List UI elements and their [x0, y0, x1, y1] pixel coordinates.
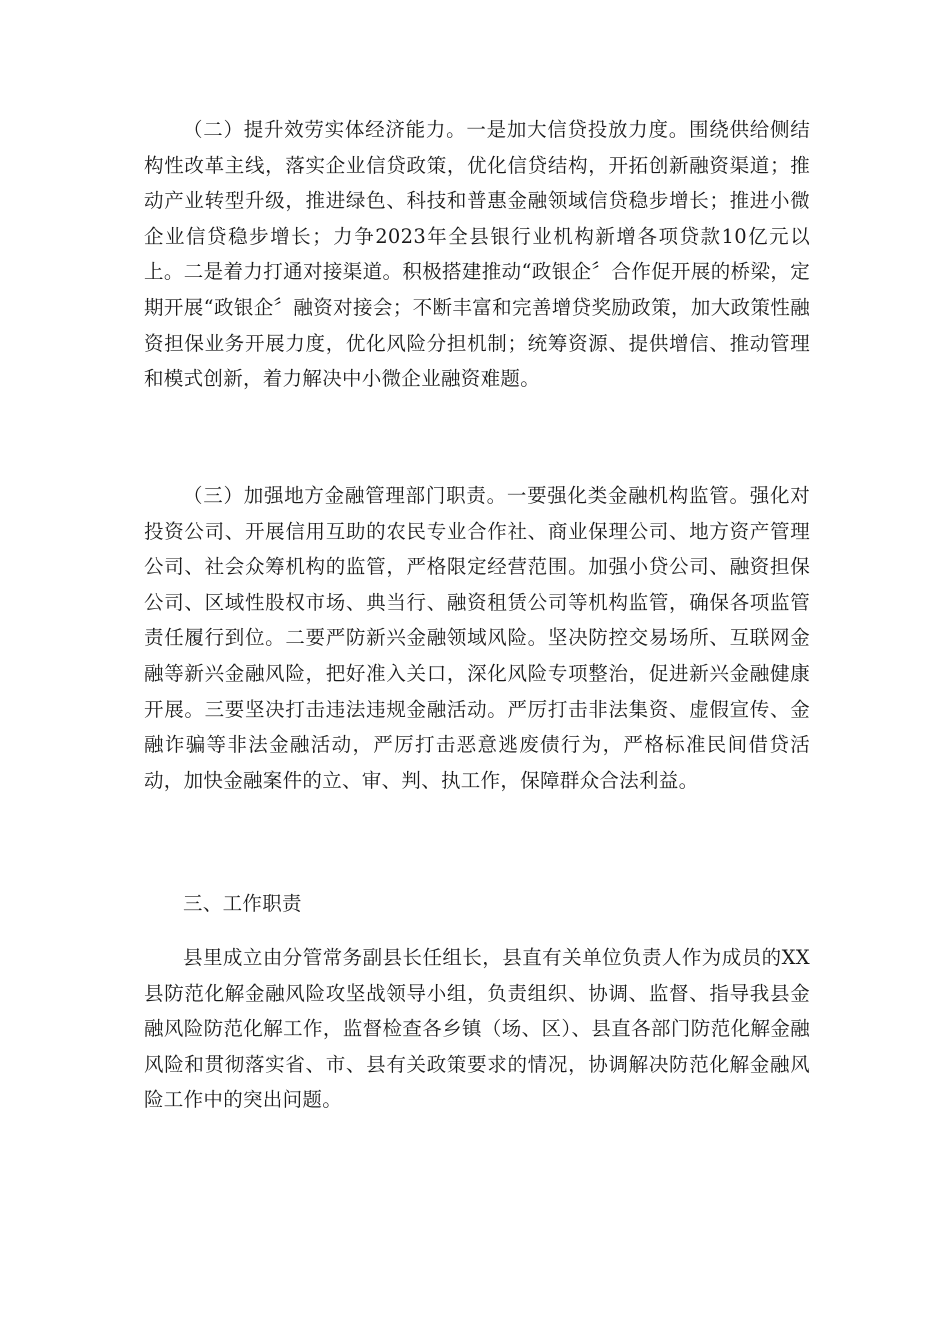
paragraph-leading-group: 县里成立由分管常务副县长任组长，县直有关单位负责人作为成员的XX县防范化解金融风险攻坚战领导小组，负责组织、协调、监督、指导我县金融风险防范化解工作，监督检查各乡镇（场、区）、县直各部门防范化解金融风险和贯彻落实省、市、县有关政策要求的情况，协调解决防范化解金融风险工作中的突出问题。: [144, 946, 810, 1112]
paragraph-credit-support: （二）提升效劳实体经济能力。一是加大信贷投放力度。围绕供给侧结构性改革主线，落实企业信贷政策，优化信贷结构，开拓创新融资渠道；推动产业转型升级，推进绿色、科技和普惠金融领域信贷稳步增长；推进小微企业信贷稳步增长；力争2023年全县银行业机构新增各项贷款10亿元以上。二是着力打通对接渠道。积极搭建推动“政银企〞合作促开展的桥梁，定期开展“政银企〞融资对接会；不断丰富和完善增贷奖励政策，加大政策性融资担保业务开展力度，优化风险分担机制；统筹资源、提供增信、推动管理和模式创新，着力解决中小微企业融资难题。: [144, 118, 810, 391]
paragraph-financial-supervision: （三）加强地方金融管理部门职责。一要强化类金融机构监管。强化对投资公司、开展信用互助的农民专业合作社、商业保理公司、地方资产管理公司、社会众筹机构的监管，严格限定经营范围。加强小贷公司、融资担保公司、区域性股权市场、典当行、融资租赁公司等机构监管，确保各项监管责任履行到位。二要严防新兴金融领域风险。坚决防控交易场所、互联网金融等新兴金融风险，把好准入关口，深化风险专项整治，促进新兴金融健康开展。三要坚决打击违法违规金融活动。严厉打击非法集资、虚假宣传、金融诈骗等非法金融活动，严厉打击恶意逃废债行为，严格标准民间借贷活动，加快金融案件的立、审、判、执工作，保障群众合法利益。: [144, 484, 810, 792]
section-heading-work-duties: 三、工作职责: [183, 892, 302, 915]
